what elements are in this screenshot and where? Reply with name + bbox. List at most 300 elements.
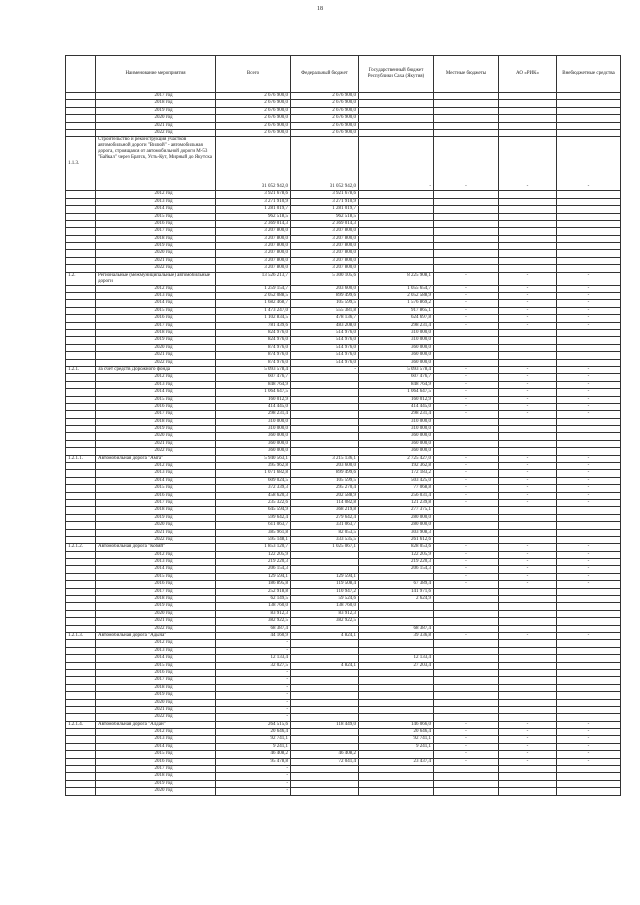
table-row	[66, 344, 621, 351]
rik-cell	[499, 243, 557, 250]
republic-cell	[359, 573, 434, 580]
table-row	[66, 115, 621, 122]
table-row	[66, 751, 621, 758]
federal-cell	[291, 440, 359, 447]
rik-cell: -	[499, 492, 557, 499]
row-number	[66, 418, 96, 425]
table-row	[66, 647, 621, 654]
extrabudget-cell: -	[557, 293, 621, 300]
table-row	[66, 455, 621, 462]
federal-cell: 331 063,7	[291, 522, 359, 529]
table-row	[66, 788, 621, 795]
local-cell	[434, 514, 499, 521]
table-header-row	[66, 56, 621, 93]
federal-cell: 382 922,5	[291, 618, 359, 625]
row-number	[66, 448, 96, 455]
row-name: Автомобильная дорога "Амга"	[96, 455, 216, 462]
table-row	[66, 463, 621, 470]
federal-cell: 514 976,0	[291, 359, 359, 366]
federal-cell: 2 676 900,0	[291, 129, 359, 136]
republic-cell: 12 133,4	[359, 655, 434, 662]
federal-cell	[291, 684, 359, 691]
rik-cell: -	[499, 477, 557, 484]
local-cell	[434, 669, 499, 676]
extrabudget-cell: -	[557, 566, 621, 573]
local-cell: -	[434, 403, 499, 410]
local-cell	[434, 235, 499, 242]
local-cell: -	[434, 285, 499, 292]
federal-cell: 129 594,1	[291, 573, 359, 580]
row-number	[66, 411, 96, 418]
total-cell: 1 281 019,7	[216, 206, 291, 213]
row-number	[66, 706, 96, 713]
row-number: 1.1.3.	[66, 137, 96, 191]
row-name: 2017 год	[96, 93, 216, 100]
republic-cell	[359, 100, 434, 107]
extrabudget-cell: -	[557, 463, 621, 470]
extrabudget-cell	[557, 243, 621, 250]
row-number	[66, 329, 96, 336]
federal-cell: 1 281 019,7	[291, 206, 359, 213]
rik-cell: -	[499, 389, 557, 396]
republic-cell: 360 000,0	[359, 440, 434, 447]
row-name: 2012 год	[96, 463, 216, 470]
row-number	[66, 93, 96, 100]
table-row	[66, 198, 621, 205]
local-cell	[434, 692, 499, 699]
table-row	[66, 235, 621, 242]
extrabudget-cell	[557, 522, 621, 529]
row-number	[66, 257, 96, 264]
row-number: 1.2.1.4.	[66, 721, 96, 728]
rik-cell	[499, 257, 557, 264]
table-row	[66, 352, 621, 359]
table-row	[66, 418, 621, 425]
total-cell: 3 207 800,0	[216, 257, 291, 264]
table-row	[66, 477, 621, 484]
table-row	[66, 374, 621, 381]
row-name: 2017 год	[96, 677, 216, 684]
total-cell: -	[216, 640, 291, 647]
republic-cell: 848 764,9	[359, 381, 434, 388]
local-cell: -	[434, 566, 499, 573]
total-cell: 611 063,7	[216, 522, 291, 529]
republic-cell: 23 437,4	[359, 758, 434, 765]
local-cell: -	[434, 396, 499, 403]
rik-cell: -	[499, 293, 557, 300]
republic-cell	[359, 191, 434, 198]
republic-cell: 277 375,1	[359, 507, 434, 514]
table-row	[66, 293, 621, 300]
total-cell: 13 526 213,7	[216, 272, 291, 285]
total-cell: 1 853 120,7	[216, 544, 291, 551]
row-number	[66, 766, 96, 773]
local-cell	[434, 243, 499, 250]
total-cell: 62 149,5	[216, 596, 291, 603]
extrabudget-cell: -	[557, 573, 621, 580]
table-row	[66, 470, 621, 477]
federal-cell: 3 215 136,1	[291, 455, 359, 462]
table-row	[66, 758, 621, 765]
rik-cell	[499, 588, 557, 595]
federal-cell	[291, 766, 359, 773]
total-cell: 2 676 900,0	[216, 107, 291, 114]
republic-cell: 1 576 869,2	[359, 300, 434, 307]
row-number	[66, 359, 96, 366]
total-cell: 1 682 468,7	[216, 300, 291, 307]
local-cell	[434, 426, 499, 433]
local-cell	[434, 257, 499, 264]
extrabudget-cell	[557, 129, 621, 136]
row-name: За счет средств Дорожного фонда	[96, 366, 216, 373]
federal-cell: 4 824,1	[291, 633, 359, 640]
rik-cell: -	[499, 285, 557, 292]
local-cell	[434, 329, 499, 336]
federal-cell: 3 207 800,0	[291, 228, 359, 235]
table-row	[66, 122, 621, 129]
total-cell: 310 000,0	[216, 426, 291, 433]
row-number	[66, 285, 96, 292]
row-number	[66, 499, 96, 506]
row-name: 2020 год	[96, 610, 216, 617]
republic-cell: 206 154,3	[359, 566, 434, 573]
federal-cell: 119 508,4	[291, 581, 359, 588]
republic-cell: 141 971,6	[359, 588, 434, 595]
row-number	[66, 293, 96, 300]
table-row	[66, 743, 621, 750]
local-cell	[434, 603, 499, 610]
local-cell: -	[434, 389, 499, 396]
table-row	[66, 773, 621, 780]
total-cell: -	[216, 714, 291, 721]
federal-cell	[291, 566, 359, 573]
extrabudget-cell	[557, 692, 621, 699]
total-cell: 3 207 800,0	[216, 250, 291, 257]
federal-cell: 202 588,9	[291, 492, 359, 499]
federal-cell: 3 207 800,0	[291, 235, 359, 242]
total-cell: -	[216, 669, 291, 676]
row-number	[66, 743, 96, 750]
federal-cell	[291, 381, 359, 388]
table-row	[66, 706, 621, 713]
federal-cell	[291, 389, 359, 396]
republic-cell: 121 239,8	[359, 499, 434, 506]
total-cell: 824 976,0	[216, 329, 291, 336]
federal-cell: 5 300 105,6	[291, 272, 359, 285]
local-cell: -	[434, 455, 499, 462]
total-cell: 962 518,5	[216, 213, 291, 220]
republic-cell: 624 697,8	[359, 315, 434, 322]
table-row	[66, 536, 621, 543]
extrabudget-cell	[557, 780, 621, 787]
extrabudget-cell: -	[557, 559, 621, 566]
federal-cell: 3 921 678,6	[291, 191, 359, 198]
republic-cell: 310 000,0	[359, 337, 434, 344]
total-cell: 5 940 563,1	[216, 455, 291, 462]
extrabudget-cell: -	[557, 381, 621, 388]
federal-cell: 514 976,0	[291, 337, 359, 344]
extrabudget-cell	[557, 684, 621, 691]
local-cell	[434, 228, 499, 235]
total-cell: 372 339,3	[216, 485, 291, 492]
row-number	[66, 477, 96, 484]
row-name: 2018 год	[96, 235, 216, 242]
local-cell: -	[434, 729, 499, 736]
rik-cell	[499, 714, 557, 721]
total-cell: 414 445,0	[216, 403, 291, 410]
total-cell: 458 620,3	[216, 492, 291, 499]
row-name: 2019 год	[96, 692, 216, 699]
table-row	[66, 485, 621, 492]
local-cell: -	[434, 300, 499, 307]
local-cell	[434, 766, 499, 773]
row-name: 2019 год	[96, 107, 216, 114]
rik-cell: -	[499, 463, 557, 470]
row-number	[66, 374, 96, 381]
local-cell: -	[434, 751, 499, 758]
row-number	[66, 485, 96, 492]
total-cell: 607 476,7	[216, 374, 291, 381]
rik-cell: -	[499, 366, 557, 373]
row-number	[66, 669, 96, 676]
extrabudget-cell: -	[557, 396, 621, 403]
republic-cell	[359, 684, 434, 691]
table-row	[66, 411, 621, 418]
row-number	[66, 198, 96, 205]
rik-cell	[499, 198, 557, 205]
local-cell: -	[434, 485, 499, 492]
total-cell: 32 027,5	[216, 662, 291, 669]
republic-cell	[359, 751, 434, 758]
local-cell: -	[434, 381, 499, 388]
table-row	[66, 588, 621, 595]
republic-cell	[359, 213, 434, 220]
republic-cell	[359, 93, 434, 100]
rik-cell: -	[499, 307, 557, 314]
row-name: 2021 год	[96, 440, 216, 447]
republic-cell: 280 000,0	[359, 522, 434, 529]
table-row	[66, 618, 621, 625]
row-number	[66, 322, 96, 329]
row-name: 2016 год	[96, 403, 216, 410]
republic-cell: 310 000,0	[359, 329, 434, 336]
federal-cell: 203 600,0	[291, 463, 359, 470]
federal-cell	[291, 736, 359, 743]
republic-cell: 219 220,3	[359, 559, 434, 566]
rik-cell: -	[499, 581, 557, 588]
row-number	[66, 396, 96, 403]
table-row	[66, 573, 621, 580]
federal-cell	[291, 433, 359, 440]
rik-cell	[499, 699, 557, 706]
local-cell	[434, 618, 499, 625]
extrabudget-cell: -	[557, 551, 621, 558]
total-cell: -	[216, 684, 291, 691]
republic-cell: 261 612,6	[359, 536, 434, 543]
table-row	[66, 243, 621, 250]
rik-cell	[499, 780, 557, 787]
rik-cell	[499, 618, 557, 625]
extrabudget-cell	[557, 228, 621, 235]
row-number	[66, 228, 96, 235]
header-number	[66, 56, 96, 93]
federal-cell: 105 599,5	[291, 477, 359, 484]
row-name: 2022 год	[96, 714, 216, 721]
local-cell: -	[434, 293, 499, 300]
extrabudget-cell	[557, 766, 621, 773]
row-name: 2012 год	[96, 551, 216, 558]
rik-cell	[499, 329, 557, 336]
local-cell	[434, 93, 499, 100]
row-number	[66, 603, 96, 610]
federal-cell: 333 535,5	[291, 536, 359, 543]
row-number	[66, 300, 96, 307]
total-cell: 20 646,4	[216, 729, 291, 736]
local-cell	[434, 706, 499, 713]
republic-cell	[359, 603, 434, 610]
republic-cell: 1 055 654,7	[359, 285, 434, 292]
header-name: Наименование мероприятия	[96, 56, 216, 93]
republic-cell: 1 064 647,5	[359, 389, 434, 396]
total-cell: 92 741,1	[216, 736, 291, 743]
table-row	[66, 729, 621, 736]
total-cell: 5 093 578,4	[216, 366, 291, 373]
local-cell	[434, 647, 499, 654]
row-number	[66, 315, 96, 322]
local-cell	[434, 522, 499, 529]
row-name: 2017 год	[96, 322, 216, 329]
republic-cell: 27 203,4	[359, 662, 434, 669]
federal-cell	[291, 403, 359, 410]
total-cell: 3 207 800,0	[216, 243, 291, 250]
rik-cell	[499, 235, 557, 242]
row-name: 2019 год	[96, 426, 216, 433]
row-number	[66, 751, 96, 758]
total-cell: 2 052 088,5	[216, 293, 291, 300]
table-row	[66, 300, 621, 307]
extrabudget-cell	[557, 706, 621, 713]
total-cell: -	[216, 699, 291, 706]
row-number	[66, 213, 96, 220]
rik-cell	[499, 213, 557, 220]
row-name: 2012 год	[96, 285, 216, 292]
row-name: 2013 год	[96, 198, 216, 205]
row-name: 2019 год	[96, 780, 216, 787]
rik-cell: -	[499, 396, 557, 403]
extrabudget-cell: -	[557, 736, 621, 743]
republic-cell: 360 000,0	[359, 352, 434, 359]
rik-cell: -	[499, 751, 557, 758]
republic-cell	[359, 699, 434, 706]
local-cell: -	[434, 492, 499, 499]
table-row	[66, 669, 621, 676]
row-number	[66, 507, 96, 514]
row-name: 2013 год	[96, 293, 216, 300]
extrabudget-cell	[557, 610, 621, 617]
extrabudget-cell	[557, 250, 621, 257]
rik-cell	[499, 596, 557, 603]
local-cell	[434, 625, 499, 632]
table-row	[66, 551, 621, 558]
extrabudget-cell	[557, 699, 621, 706]
extrabudget-cell	[557, 337, 621, 344]
extrabudget-cell	[557, 640, 621, 647]
local-cell: -	[434, 736, 499, 743]
extrabudget-cell	[557, 257, 621, 264]
extrabudget-cell	[557, 107, 621, 114]
rik-cell	[499, 426, 557, 433]
table-row	[66, 499, 621, 506]
row-number	[66, 559, 96, 566]
total-cell: 360 000,0	[216, 448, 291, 455]
row-name: 2019 год	[96, 243, 216, 250]
total-cell: 874 976,0	[216, 344, 291, 351]
extrabudget-cell	[557, 426, 621, 433]
republic-cell	[359, 692, 434, 699]
republic-cell: 360 000,0	[359, 433, 434, 440]
funding-table	[65, 55, 621, 796]
table-row	[66, 699, 621, 706]
rik-cell	[499, 191, 557, 198]
rik-cell: -	[499, 559, 557, 566]
row-name: 2022 год	[96, 536, 216, 543]
total-cell: -	[216, 773, 291, 780]
row-number	[66, 191, 96, 198]
local-cell	[434, 337, 499, 344]
republic-cell	[359, 766, 434, 773]
row-number	[66, 107, 96, 114]
extrabudget-cell	[557, 122, 621, 129]
federal-cell: 478 136,7	[291, 315, 359, 322]
row-number	[66, 758, 96, 765]
total-cell: 360 000,0	[216, 440, 291, 447]
rik-cell	[499, 692, 557, 699]
extrabudget-cell	[557, 440, 621, 447]
row-name: Автомобильная дорога "Кобяй"	[96, 544, 216, 551]
rik-cell: -	[499, 300, 557, 307]
row-number	[66, 551, 96, 558]
federal-cell	[291, 699, 359, 706]
republic-cell: 5 093 578,4	[359, 366, 434, 373]
row-name: 2015 год	[96, 213, 216, 220]
row-number	[66, 250, 96, 257]
table-row	[66, 337, 621, 344]
local-cell	[434, 250, 499, 257]
rik-cell: -	[499, 315, 557, 322]
row-number	[66, 206, 96, 213]
row-name: 2012 год	[96, 729, 216, 736]
republic-cell	[359, 773, 434, 780]
total-cell: 848 764,9	[216, 381, 291, 388]
row-number	[66, 640, 96, 647]
table-row	[66, 426, 621, 433]
row-number	[66, 403, 96, 410]
local-cell: -	[434, 633, 499, 640]
table-row	[66, 307, 621, 314]
extrabudget-cell	[557, 507, 621, 514]
row-name: 2012 год	[96, 191, 216, 198]
rik-cell	[499, 440, 557, 447]
row-name: Строительство и реконструкция участков автомобильной дороги "Вилюй" - автомобильная дорога, строящаяся от автомобильной дороги М-53 "Байкал" через Братск, Усть-Кут, Мирный до Якутска	[96, 137, 216, 191]
rik-cell	[499, 522, 557, 529]
table-row	[66, 250, 621, 257]
extrabudget-cell: -	[557, 366, 621, 373]
total-cell: 252 918,8	[216, 588, 291, 595]
total-cell: -	[216, 706, 291, 713]
total-cell: 395 962,8	[216, 463, 291, 470]
republic-cell: 503 425,0	[359, 477, 434, 484]
republic-cell: 607 476,7	[359, 374, 434, 381]
